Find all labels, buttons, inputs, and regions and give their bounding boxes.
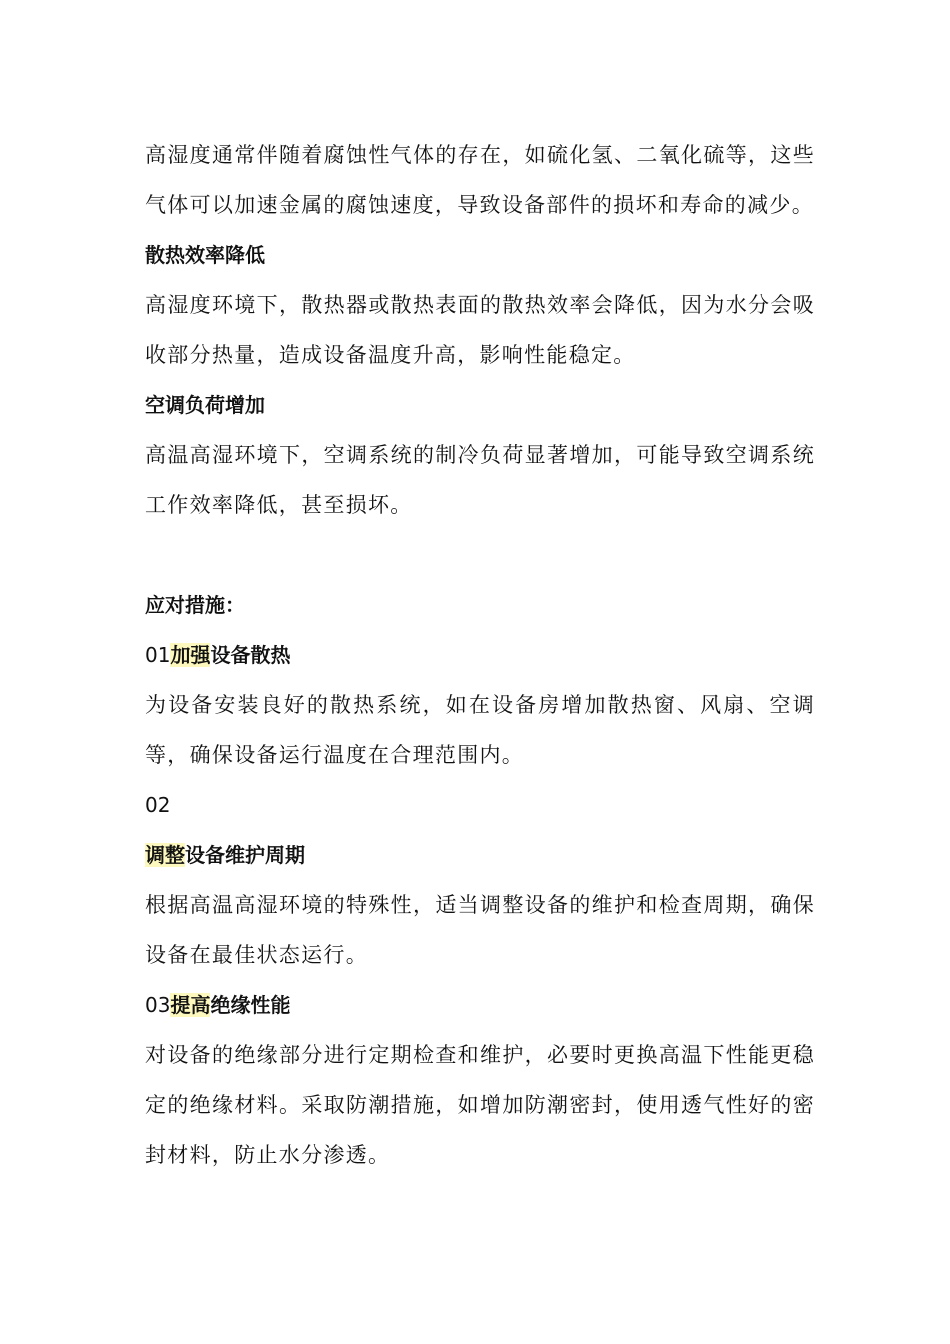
measure-1-number: 01 [145,643,171,667]
paragraph-heat-dissipation: 高湿度环境下，散热器或散热表面的散热效率会降低，因为水分会吸收部分热量，造成设备温度升高，影响性能稳定。 [145,293,815,367]
measure-2-highlight: 调整 [145,843,185,867]
measure-3-heading-rest: 绝缘性能 [210,993,291,1017]
measure-2-number-line [145,780,815,830]
heading-ac-load: 空调负荷增加 [145,393,265,417]
measure-3-number: 03 [145,993,171,1017]
paragraph-ac-load: 高温高湿环境下，空调系统的制冷负荷显著增加，可能导致空调系统工作效率降低，甚至损坏。 [145,443,815,517]
measure-3-heading [145,980,815,1030]
intro-paragraph: 高湿度通常伴随着腐蚀性气体的存在，如硫化氢、二氧化硫等，这些气体可以加速金属的腐蚀速度，导致设备部件的损坏和寿命的减少。 [145,143,815,217]
measure-3-highlight: 提高 [170,993,211,1017]
measure-1-heading [145,630,815,680]
measure-2-paragraph: 根据高温高湿环境的特殊性，适当调整设备的维护和检查周期，确保设备在最佳状态运行。 [145,893,815,967]
measure-1-highlight: 加强 [170,643,211,667]
heading-heat-dissipation: 散热效率降低 [145,243,265,267]
measure-1-heading-rest: 设备散热 [210,643,291,667]
measure-2-heading [145,830,815,880]
blank-line [145,530,815,580]
measure-2-number: 02 [145,793,171,817]
measure-1-paragraph: 为设备安装良好的散热系统，如在设备房增加散热窗、风扇、空调等，确保设备运行温度在合理范围内。 [145,693,815,767]
measure-3-paragraph: 对设备的绝缘部分进行定期检查和维护，必要时更换高温下性能更稳定的绝缘材料。采取防潮措施，如增加防潮密封，使用透气性好的密封材料，防止水分渗透。 [145,1043,815,1167]
measure-2-heading-rest: 设备维护周期 [185,843,305,867]
measures-title: 应对措施： [145,593,245,617]
document-body [145,130,815,1180]
